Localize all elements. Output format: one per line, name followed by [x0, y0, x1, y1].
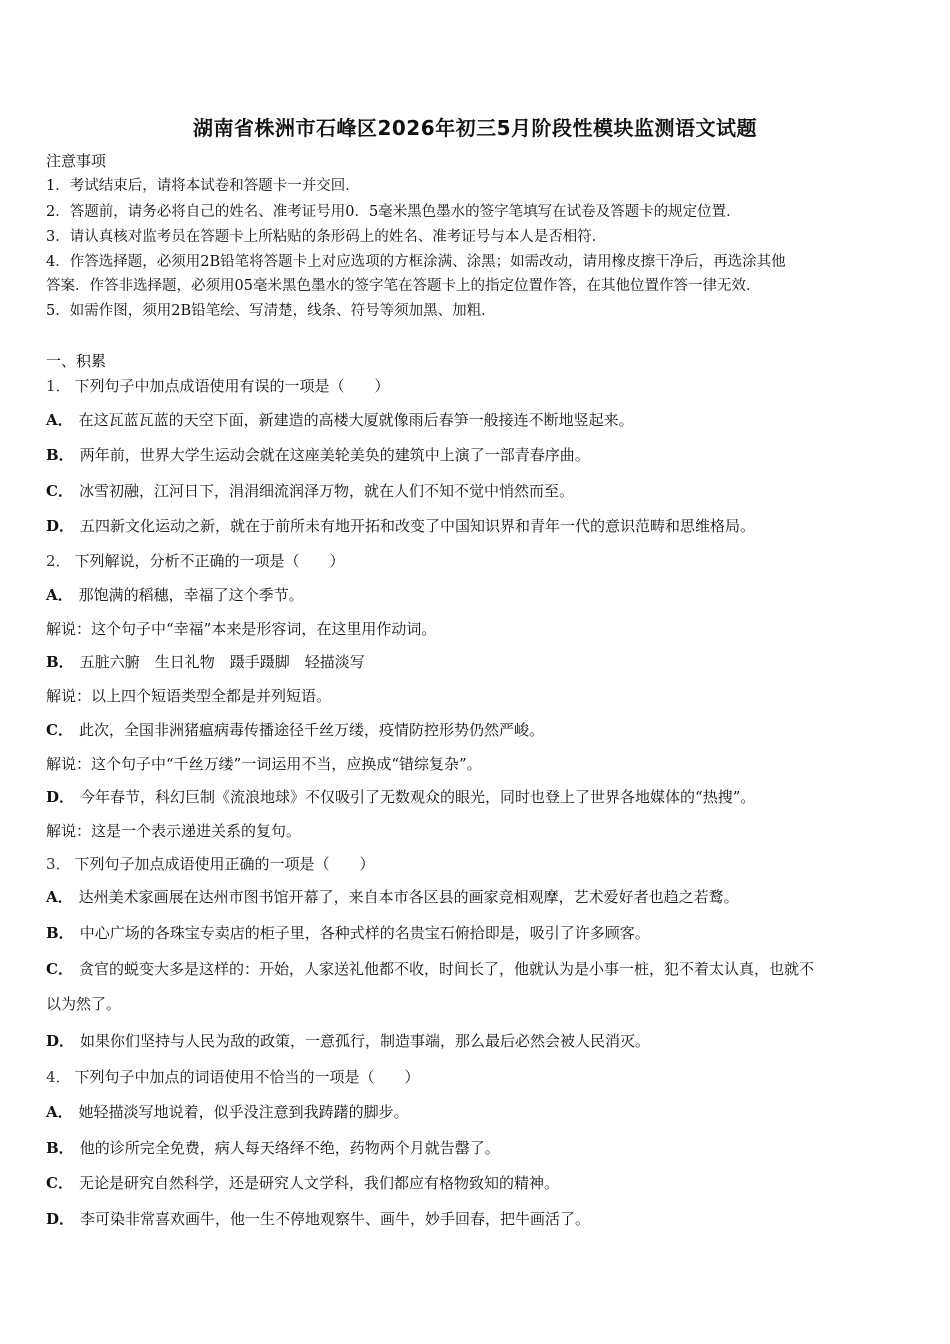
option-text: 贪官的蜕变大多是这样的：开始，人家送礼他都不收，时间长了，他就认为是小事一桩，犯不着太认真，也就不 [78, 960, 814, 978]
explanation-text: 解说：以上四个短语类型全都是并列短语。 [46, 687, 332, 705]
option-text: 那饱满的稻穗，幸福了这个季节。 [78, 586, 304, 604]
question-3-stem [46, 854, 375, 874]
option-text: 在这瓦蓝瓦蓝的天空下面，新建造的高楼大厦就像雨后春笋一般接连不断地竖起来。 [78, 411, 634, 429]
option-item [46, 585, 304, 605]
option-text: 李可染非常喜欢画牛，他一生不停地观察牛、画牛，妙手回春，把牛画活了。 [80, 1210, 591, 1228]
option-item [46, 481, 574, 501]
option-label: B． [46, 924, 74, 942]
option-label: D． [46, 1210, 75, 1228]
question-text: 下列解说，分析不正确的一项是（ ） [74, 552, 345, 570]
option-label: A． [46, 411, 73, 429]
option-label: A． [46, 888, 73, 906]
question-text: 下列句子中加点成语使用有误的一项是（ ） [74, 377, 390, 395]
option-item [46, 445, 590, 465]
explanation-text: 解说：这个句子中“千丝万缕”一词运用不当，应换成“错综复杂”。 [46, 755, 482, 773]
question-number: 2． [46, 552, 71, 570]
question-text: 下列句子加点成语使用正确的一项是（ ） [74, 855, 375, 873]
option-item [46, 1102, 409, 1122]
option-item [46, 787, 755, 807]
option-label: D． [46, 517, 75, 535]
option-label: C． [46, 721, 73, 739]
option-label: D． [46, 1032, 75, 1050]
option-item [46, 1138, 500, 1158]
option-item [46, 1209, 590, 1229]
notice-item: 4．作答选择题，必须用2B铅笔将答题卡上对应选项的方框涂满、涂黑；如需改动，请用橡皮擦干净后，再选涂其他 [46, 254, 786, 270]
question-text: 下列句子中加点的词语使用不恰当的一项是（ ） [74, 1068, 420, 1086]
page-title: 湖南省株洲市石峰区2026年初三5月阶段性模块监测语文试题 [192, 116, 758, 140]
option-item [46, 1031, 650, 1051]
option-item [46, 410, 634, 430]
notice-item: 1．考试结束后，请将本试卷和答题卡一并交回． [46, 178, 360, 194]
option-item [46, 652, 365, 672]
option-item [46, 1173, 559, 1193]
option-text: 两年前，世界大学生运动会就在这座美轮美奂的建筑中上演了一部青春序曲。 [79, 446, 590, 464]
option-label: B． [46, 653, 74, 671]
question-1-stem [46, 376, 390, 396]
notice-item: 2．答题前，请务必将自己的姓名、准考证号用0．5毫米黑色墨水的签字笔填写在试卷及答题卡的规定位置． [46, 204, 741, 220]
section-heading: 一、积累 [46, 352, 107, 370]
option-label: B． [46, 446, 74, 464]
explanation-text: 解说：这是一个表示递进关系的复句。 [46, 822, 302, 840]
option-item [46, 720, 544, 740]
option-text-continued: 以为然了。 [46, 995, 122, 1013]
question-4-stem [46, 1067, 420, 1087]
option-text: 他的诊所完全免费，病人每天络绎不绝，药物两个月就告罄了。 [79, 1139, 500, 1157]
option-text: 五脏六腑 生日礼物 蹑手蹑脚 轻描淡写 [79, 653, 365, 671]
question-number: 3． [46, 855, 71, 873]
option-label: D． [46, 788, 75, 806]
option-item [46, 516, 755, 536]
option-label: B． [46, 1139, 74, 1157]
notice-item: 3．请认真核对监考员在答题卡上所粘贴的条形码上的姓名、准考证号与本人是否相符． [46, 229, 607, 245]
question-number: 4． [46, 1068, 71, 1086]
option-label: C． [46, 960, 73, 978]
option-item [46, 923, 650, 943]
option-text: 五四新文化运动之新，就在于前所未有地开拓和改变了中国知识界和青年一代的意识范畴和思维格局。 [80, 517, 756, 535]
option-label: A． [46, 586, 73, 604]
option-text: 达州美术家画展在达州市图书馆开幕了，来自本市各区县的画家竞相观摩，艺术爱好者也趋之若鹜。 [78, 888, 739, 906]
option-item [46, 959, 814, 979]
option-label: C． [46, 1174, 73, 1192]
option-text: 无论是研究自然科学，还是研究人文学科，我们都应有格物致知的精神。 [78, 1174, 559, 1192]
option-label: A． [46, 1103, 73, 1121]
explanation-text: 解说：这个句子中“幸福”本来是形容词，在这里用作动词。 [46, 620, 437, 638]
notice-item: 5．如需作图，须用2B铅笔绘、写清楚，线条、符号等须加黑、加粗． [46, 303, 496, 319]
option-text: 此次，全国非洲猪瘟病毒传播途径千丝万缕，疫情防控形势仍然严峻。 [78, 721, 544, 739]
option-text: 今年春节，科幻巨制《流浪地球》不仅吸引了无数观众的眼光，同时也登上了世界各地媒体的“热搜”。 [80, 788, 756, 806]
option-text: 她轻描淡写地说着，似乎没注意到我踌躇的脚步。 [78, 1103, 409, 1121]
option-text: 冰雪初融，江河日下，涓涓细流润泽万物，就在人们不知不觉中悄然而至。 [78, 482, 574, 500]
option-text: 如果你们坚持与人民为敌的政策，一意孤行，制造事端，那么最后必然会被人民消灭。 [80, 1032, 651, 1050]
option-label: C． [46, 482, 73, 500]
notice-heading: 注意事项 [46, 152, 107, 170]
notice-item: 答案．作答非选择题，必须用05毫米黑色墨水的签字笔在答题卡上的指定位置作答，在其他位置作答一律无效． [46, 278, 761, 294]
question-2-stem [46, 551, 345, 571]
option-text: 中心广场的各珠宝专卖店的柜子里，各种式样的名贵宝石俯拾即是，吸引了许多顾客。 [79, 924, 650, 942]
option-item [46, 887, 739, 907]
question-number: 1． [46, 377, 71, 395]
